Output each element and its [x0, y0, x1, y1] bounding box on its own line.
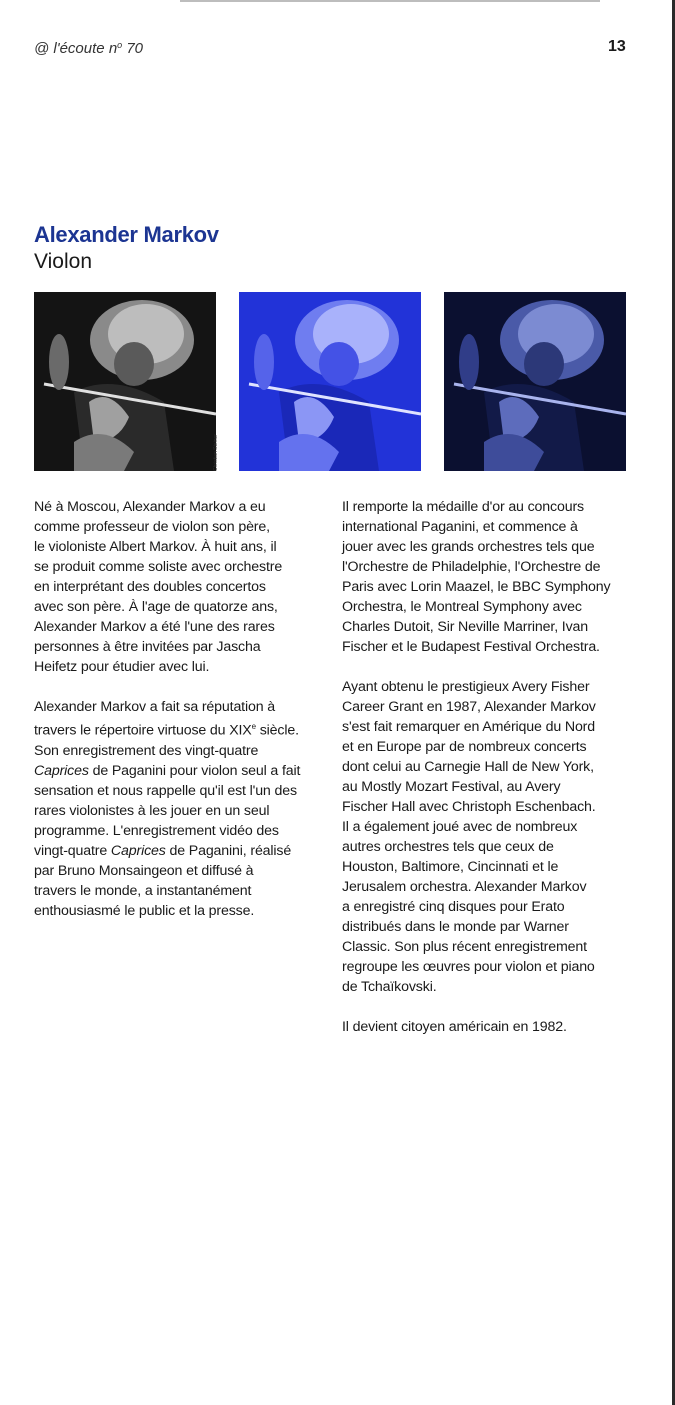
text-line: a enregistré cinq disques pour Erato	[342, 899, 565, 915]
text-line: se produit comme soliste avec orchestre	[34, 559, 283, 575]
bio-paragraph-1	[34, 497, 324, 677]
text-line: Fischer et le Budapest Festival Orchestra.	[342, 639, 600, 655]
text-line: distribués dans le monde par Warner	[342, 919, 569, 935]
violinist-portrait-bw	[34, 292, 216, 471]
text-line: jouer avec les grands orchestres tels que	[342, 539, 595, 555]
text-line: Jerusalem orchestra. Alexander Markov	[342, 879, 587, 895]
text-fragment: travers le répertoire virtuose du XIX	[34, 722, 252, 739]
issue-sup: o	[117, 40, 123, 50]
text-line: Paris avec Lorin Maazel, le BBC Symphony	[342, 579, 611, 595]
artist-name: Alexander Markov	[34, 222, 219, 247]
text-line: s'est fait remarquer en Amérique du Nord	[342, 719, 595, 735]
text-line: par Bruno Monsaingeon et diffusé à	[34, 862, 254, 879]
text-line: regroupe les œuvres pour violon et piano	[342, 959, 595, 975]
text-line: Il remporte la médaille d'or au concours	[342, 499, 584, 515]
bio-paragraph-2	[34, 697, 324, 921]
photo-bw	[34, 292, 216, 471]
bio-paragraph-4	[342, 677, 642, 997]
text-line: autres orchestres tels que ceux de	[342, 839, 554, 855]
text-line: Né à Moscou, Alexander Markov a eu	[34, 499, 266, 515]
bio-paragraph-5	[342, 1017, 642, 1037]
text-line: Il devient citoyen américain en 1982.	[342, 1019, 567, 1035]
text-line: avec son père. À l'age de quatorze ans,	[34, 599, 278, 615]
text-line: Son enregistrement des vingt-quatre	[34, 742, 259, 759]
text-line: au Mostly Mozart Festival, au Avery	[342, 779, 561, 795]
text-line: sensation et nous rappelle qu'il est l'un des	[34, 782, 297, 799]
text-fragment: vingt-quatre	[34, 842, 111, 859]
text-line	[34, 717, 324, 741]
scan-edge-top	[180, 0, 600, 2]
biography-right-column	[342, 497, 642, 1057]
text-line: Houston, Baltimore, Cincinnati et le	[342, 859, 559, 875]
page-number: 13	[608, 38, 626, 55]
text-fragment: de Paganini pour violon seul a fait	[88, 762, 301, 779]
bio-paragraph-3	[342, 497, 642, 657]
text-line: travers le monde, a instantanément	[34, 882, 252, 899]
text-line: comme professeur de violon son père,	[34, 519, 270, 535]
text-line: enthousiasmé le public et la presse.	[34, 902, 255, 919]
text-line: Career Grant en 1987, Alexander Markov	[342, 699, 596, 715]
work-title: Caprices	[110, 842, 166, 859]
text-line: personnes à être invitées par Jascha	[34, 639, 261, 655]
photo-blue	[239, 292, 421, 471]
text-line: l'Orchestre de Philadelphie, l'Orchestre de	[342, 559, 601, 575]
violinist-portrait-blue	[239, 292, 421, 471]
text-line: Fischer Hall avec Christoph Eschenbach.	[342, 799, 596, 815]
text-line: Heifetz pour étudier avec lui.	[34, 659, 210, 675]
text-line: dont celui au Carnegie Hall de New York,	[342, 759, 594, 775]
running-header	[34, 40, 143, 57]
artist-instrument: Violon	[34, 250, 92, 273]
text-line: Alexander Markov a fait sa réputation à	[34, 699, 275, 715]
photo-credit: Christian Steiner	[213, 434, 219, 471]
text-line	[34, 761, 324, 781]
text-line: et en Europe par de nombreux concerts	[342, 739, 587, 755]
text-line: Ayant obtenu le prestigieux Avery Fisher	[342, 679, 590, 695]
text-line: Alexander Markov a été l'une des rares	[34, 619, 275, 635]
text-line: Orchestra, le Montreal Symphony avec	[342, 599, 582, 615]
text-fragment: siècle.	[255, 722, 299, 739]
text-line: Charles Dutoit, Sir Neville Marriner, Ivan	[342, 619, 589, 635]
text-line: en interprétant des doubles concertos	[34, 579, 266, 595]
text-line: Classic. Son plus récent enregistrement	[342, 939, 587, 955]
text-fragment: de Paganini, réalisé	[165, 842, 292, 859]
biography-left-column	[34, 497, 324, 941]
text-line: programme. L'enregistrement vidéo des	[34, 822, 279, 839]
text-line: de Tchaïkovski.	[342, 979, 437, 995]
text-line: rares violonistes à les jouer en un seul	[34, 802, 270, 819]
issue-prefix: n	[108, 40, 118, 57]
work-title: Caprices	[34, 762, 89, 779]
text-line: international Paganini, et commence à	[342, 519, 578, 535]
text-line	[34, 841, 324, 861]
text-line: le violoniste Albert Markov. À huit ans, il	[34, 539, 277, 555]
violinist-portrait-dark-blue	[444, 292, 626, 471]
superscript: e	[251, 722, 256, 731]
text-line: Il a également joué avec de nombreux	[342, 819, 578, 835]
photo-dark-blue	[444, 292, 626, 471]
publication-name: @ l'écoute	[34, 40, 105, 57]
issue-number: 70	[126, 40, 144, 57]
